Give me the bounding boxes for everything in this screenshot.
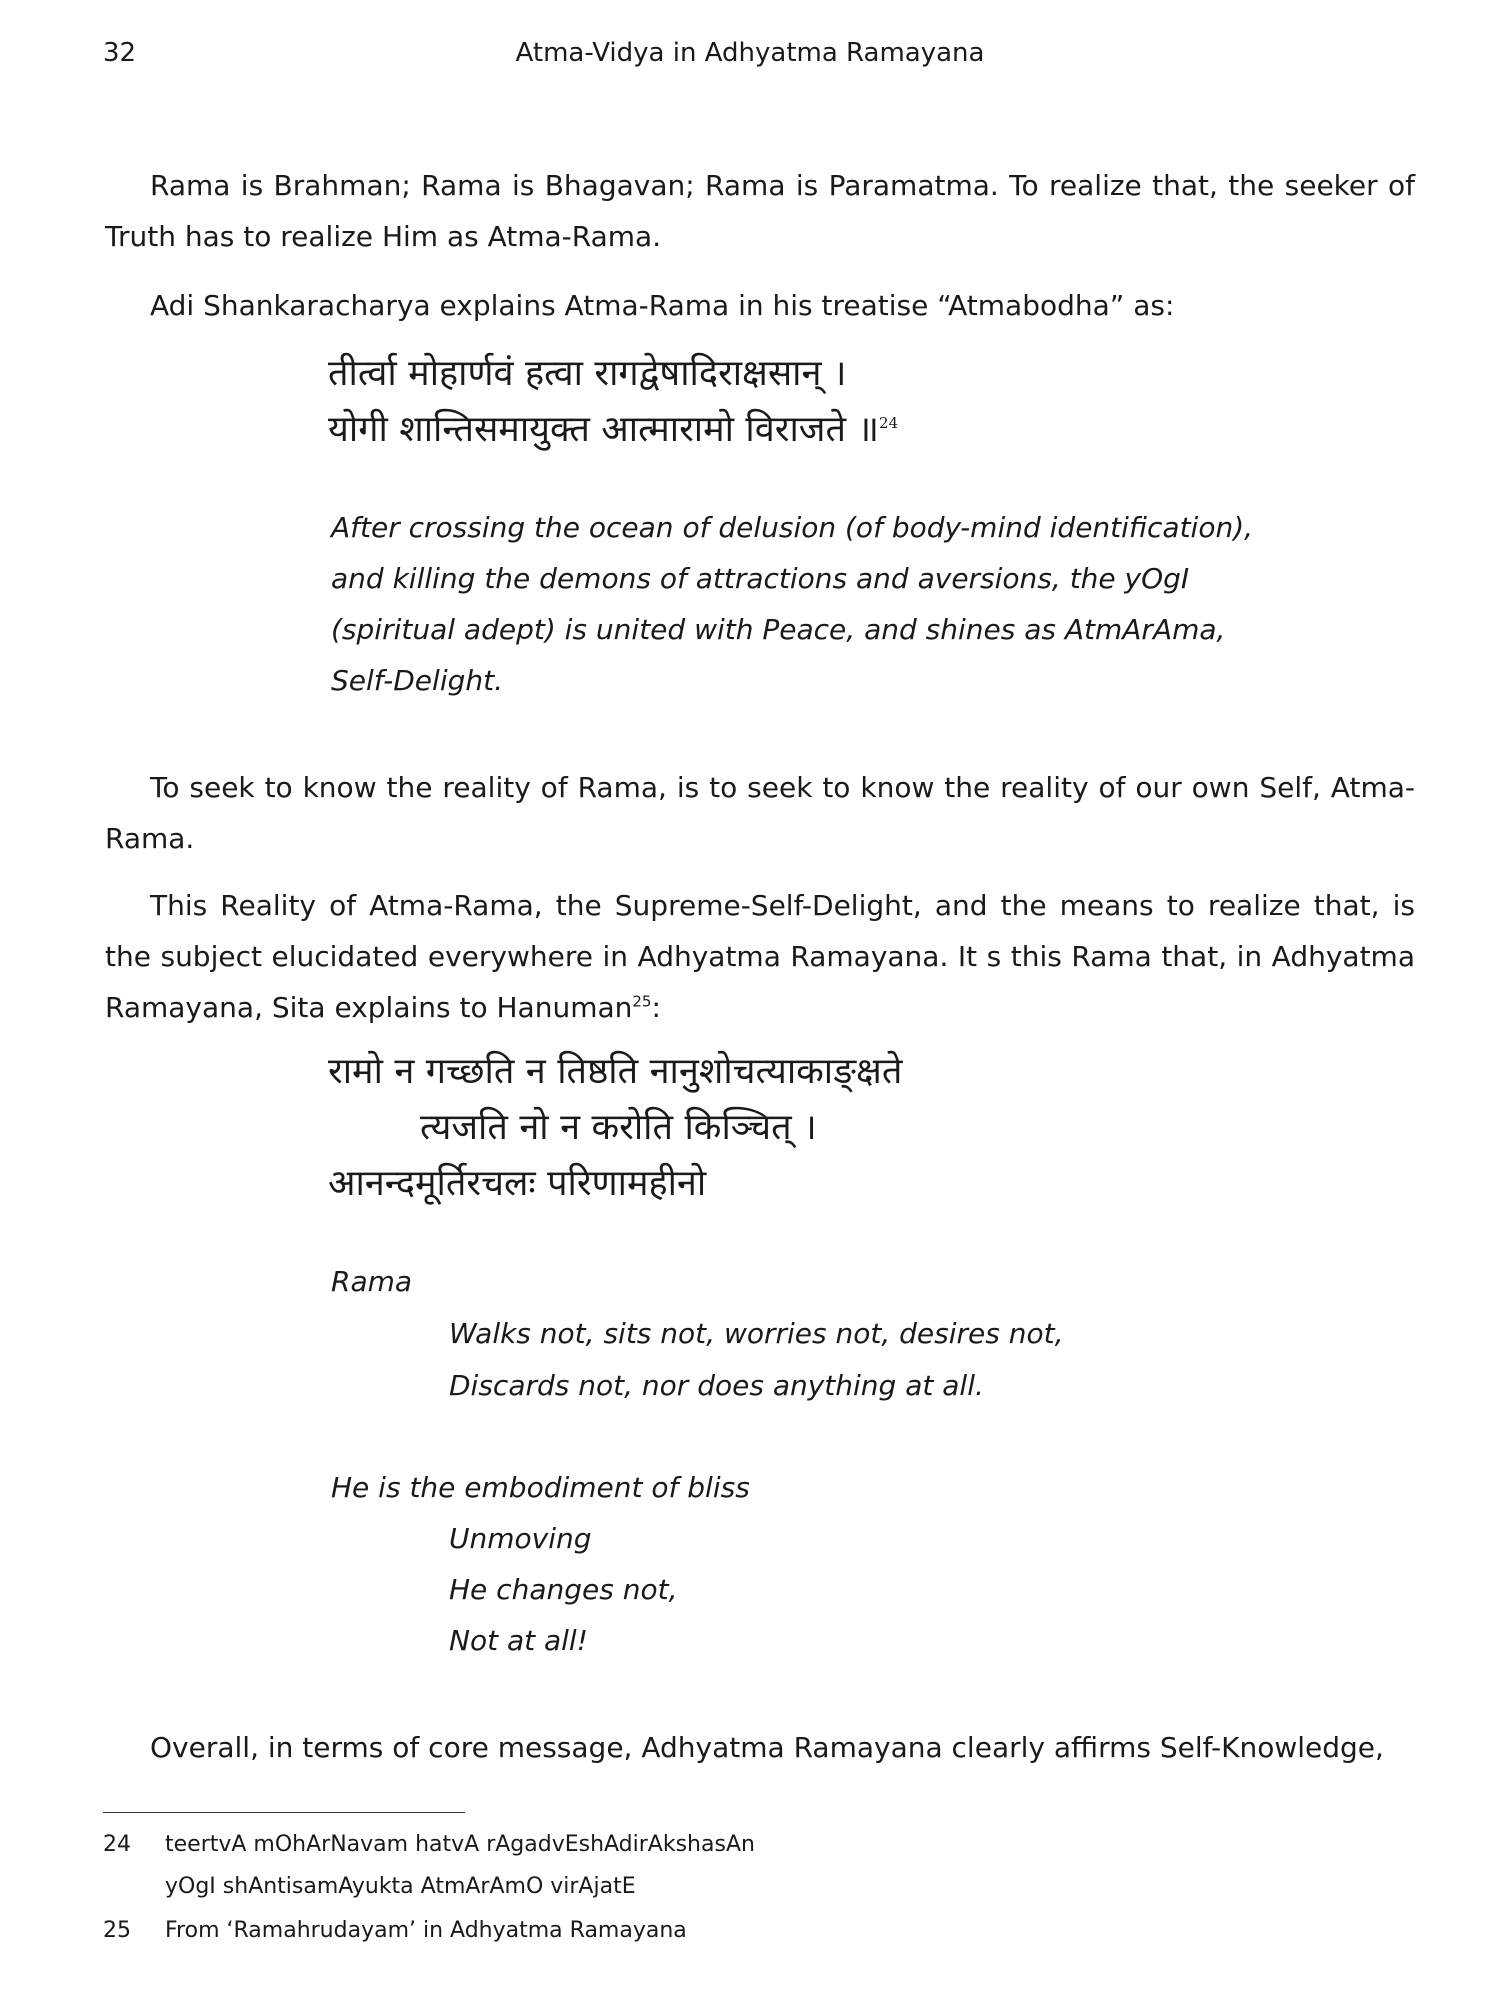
verse-2-line-2-text: त्यजति नो न करोति किञ्चित् । [420,1107,817,1148]
paragraph-1: Rama is Brahman; Rama is Bhagavan; Rama is Paramatma. To realize that, the seeker of Truth has to realize Him as Atma-Rama. [105,169,1415,253]
translation-2-line-2: Walks not, sits not, worries not, desires not, [449,1317,1064,1350]
page-number: 32 [103,38,137,68]
running-header-title: Atma-Vidya in Adhyatma Ramayana [515,38,985,68]
footnote-24 [103,1824,755,1908]
footnote-ref-24: 24 [879,414,899,432]
footnote-25-text: From ‘Ramahrudayam’ in Adhyatma Ramayana [165,1918,687,1943]
paragraph-5: Overall, in terms of core message, Adhyatma Ramayana clearly affirms Self-Knowledge, [150,1731,1384,1764]
sanskrit-verse-1 [328,346,898,458]
footnote-24-line-2 [103,1866,755,1908]
footnote-25 [103,1910,687,1952]
footnote-24-text-2: yOgI shAntisamAyukta AtmArAmO virAjatE [165,1874,636,1899]
footnote-24-line-1 [103,1824,755,1866]
translation-2-line-6: He changes not, [449,1573,678,1606]
footnote-ref-25: 25 [632,992,652,1011]
translation-2-line-5: Unmoving [449,1522,592,1555]
translation-1-line-1: After crossing the ocean of delusion (of body-mind identification), [331,511,1254,544]
verse-1-line-1: तीर्त्वा मोहार्णवं हत्वा रागद्वेषादिराक्षसान् । [328,353,847,394]
sanskrit-verse-2 [328,1044,902,1212]
paragraph-4-colon: : [651,991,661,1024]
verse-1-line-2-text: योगी शान्तिसमायुक्त आत्मारामो विराजते ॥ [328,409,880,450]
footnote-24-text: teertvA mOhArNavam hatvA rAgadvEshAdirAkshasAn [165,1832,755,1857]
translation-1 [331,502,1253,706]
footnote-24-number: 24 [103,1832,131,1857]
paragraph-4-text: This Reality of Atma-Rama, the Supreme-Self-Delight, and the means to realize that, is the subject elucidated everywhere in Adhyatma Ramayana. It s this Rama that, in Adhyatma Ramayana, Sita explains to Hanuman [105,889,1415,1024]
footnote-25-number: 25 [103,1918,131,1943]
paragraph-2: Adi Shankaracharya explains Atma-Rama in his treatise “Atmabodha” as: [150,289,1175,322]
footnote-divider [103,1812,465,1813]
translation-2-line-7: Not at all! [449,1624,588,1657]
verse-2-line-2 [328,1100,902,1156]
paragraph-3: To seek to know the reality of Rama, is to seek to know the reality of our own Self, Atma-Rama. [105,771,1415,855]
verse-2-line-1: रामो न गच्छति न तिष्ठति नानुशोचत्याकाङ्क्षते [328,1051,903,1092]
verse-1-line-2 [328,402,898,458]
translation-2-line-1: Rama [331,1265,413,1298]
translation-2-line-3: Discards not, nor does anything at all. [449,1369,984,1402]
translation-1-line-3: (spiritual adept) is united with Peace, and shines as AtmArAma, [331,613,1226,646]
translation-2-line-4: He is the embodiment of bliss [331,1471,750,1504]
paragraph-4 [105,880,1415,1033]
translation-1-line-4: Self-Delight. [331,664,503,697]
translation-1-line-2: and killing the demons of attractions and aversions, the yOgI [331,562,1190,595]
verse-2-line-3: आनन्दमूर्तिरचलः परिणामहीनो [328,1163,707,1204]
